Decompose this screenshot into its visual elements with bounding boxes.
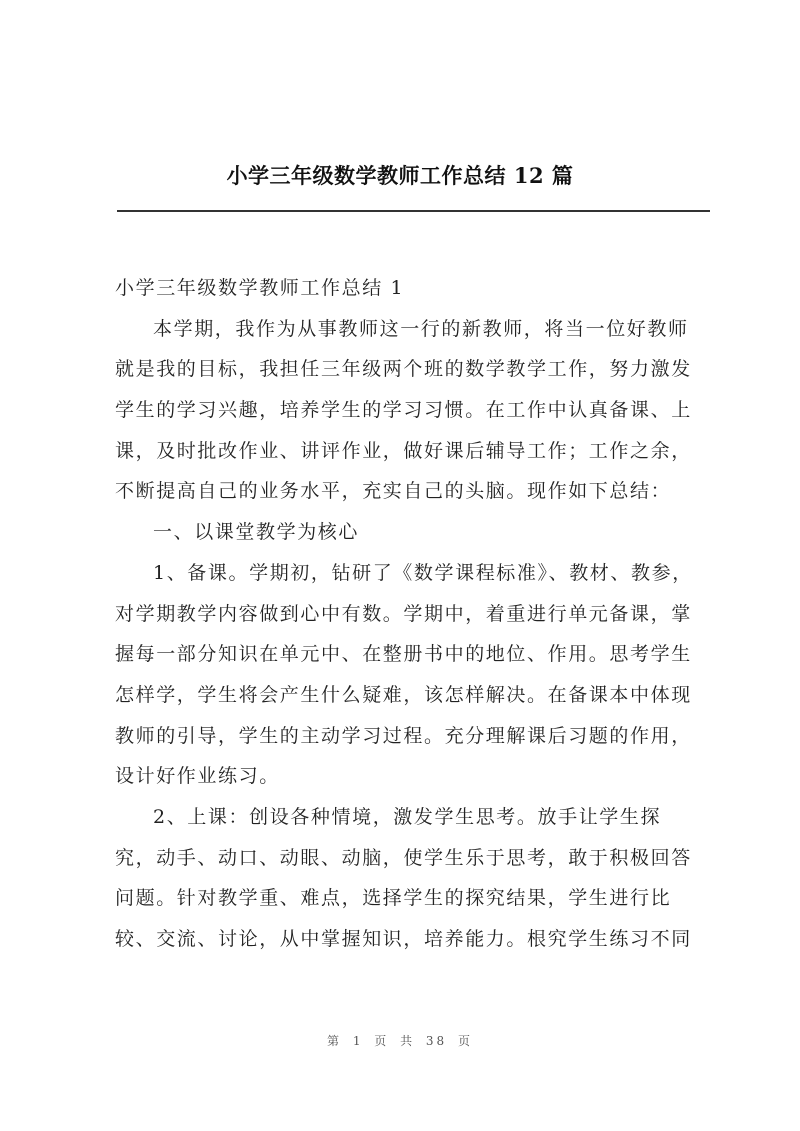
paragraph-line: 就是我的目标，我担任三年级两个班的数学教学工作，努力激发	[115, 358, 692, 381]
paragraph-line: 究，动手、动口、动眼、动脑，使学生乐于思考，敢于积极回答	[115, 846, 692, 869]
paragraph-line: 不断提高自己的业务水平，充实自己的头脑。现作如下总结：	[115, 480, 672, 503]
paragraph-line: 较、交流、讨论，从中掌握知识，培养能力。根究学生练习不同	[115, 928, 692, 950]
document-body	[115, 268, 715, 960]
paragraph-line: 对学期教学内容做到心中有数。学期中，着重进行单元备课，掌	[115, 602, 692, 625]
subsection-heading: 一、以课堂教学为核心	[153, 521, 360, 544]
paragraph-line: 1、备课。学期初，钻研了《数学课程标准》、教材、教参，	[153, 561, 693, 584]
paragraph-line: 设计好作业练习。	[115, 765, 280, 788]
paragraph-line: 课，及时批改作业、讲评作业，做好课后辅导工作；工作之余，	[115, 439, 692, 462]
document-title: 小学三年级数学教师工作总结 12 篇	[226, 163, 574, 188]
paragraph-line: 2、上课：创设各种情境，激发学生思考。放手让学生探	[153, 805, 662, 828]
paragraph-line: 怎样学，学生将会产生什么疑难，该怎样解决。在备课本中体现	[115, 683, 692, 706]
page-number-footer: 第 1 页 共 38 页	[327, 1034, 473, 1048]
paragraph-line: 握每一部分知识在单元中、在整册书中的地位、作用。思考学生	[115, 643, 692, 666]
paragraph-line: 学生的学习兴趣，培养学生的学习习惯。在工作中认真备课、上	[115, 399, 692, 422]
paragraph-line: 本学期，我作为从事教师这一行的新教师，将当一位好教师	[153, 317, 689, 340]
paragraph-line: 问题。针对教学重、难点，选择学生的探究结果，学生进行比	[115, 887, 672, 910]
paragraph-line: 教师的引导，学生的主动学习过程。充分理解课后习题的作用，	[115, 724, 692, 747]
section-heading: 小学三年级数学教师工作总结 1	[115, 277, 405, 299]
title-divider	[117, 210, 710, 212]
